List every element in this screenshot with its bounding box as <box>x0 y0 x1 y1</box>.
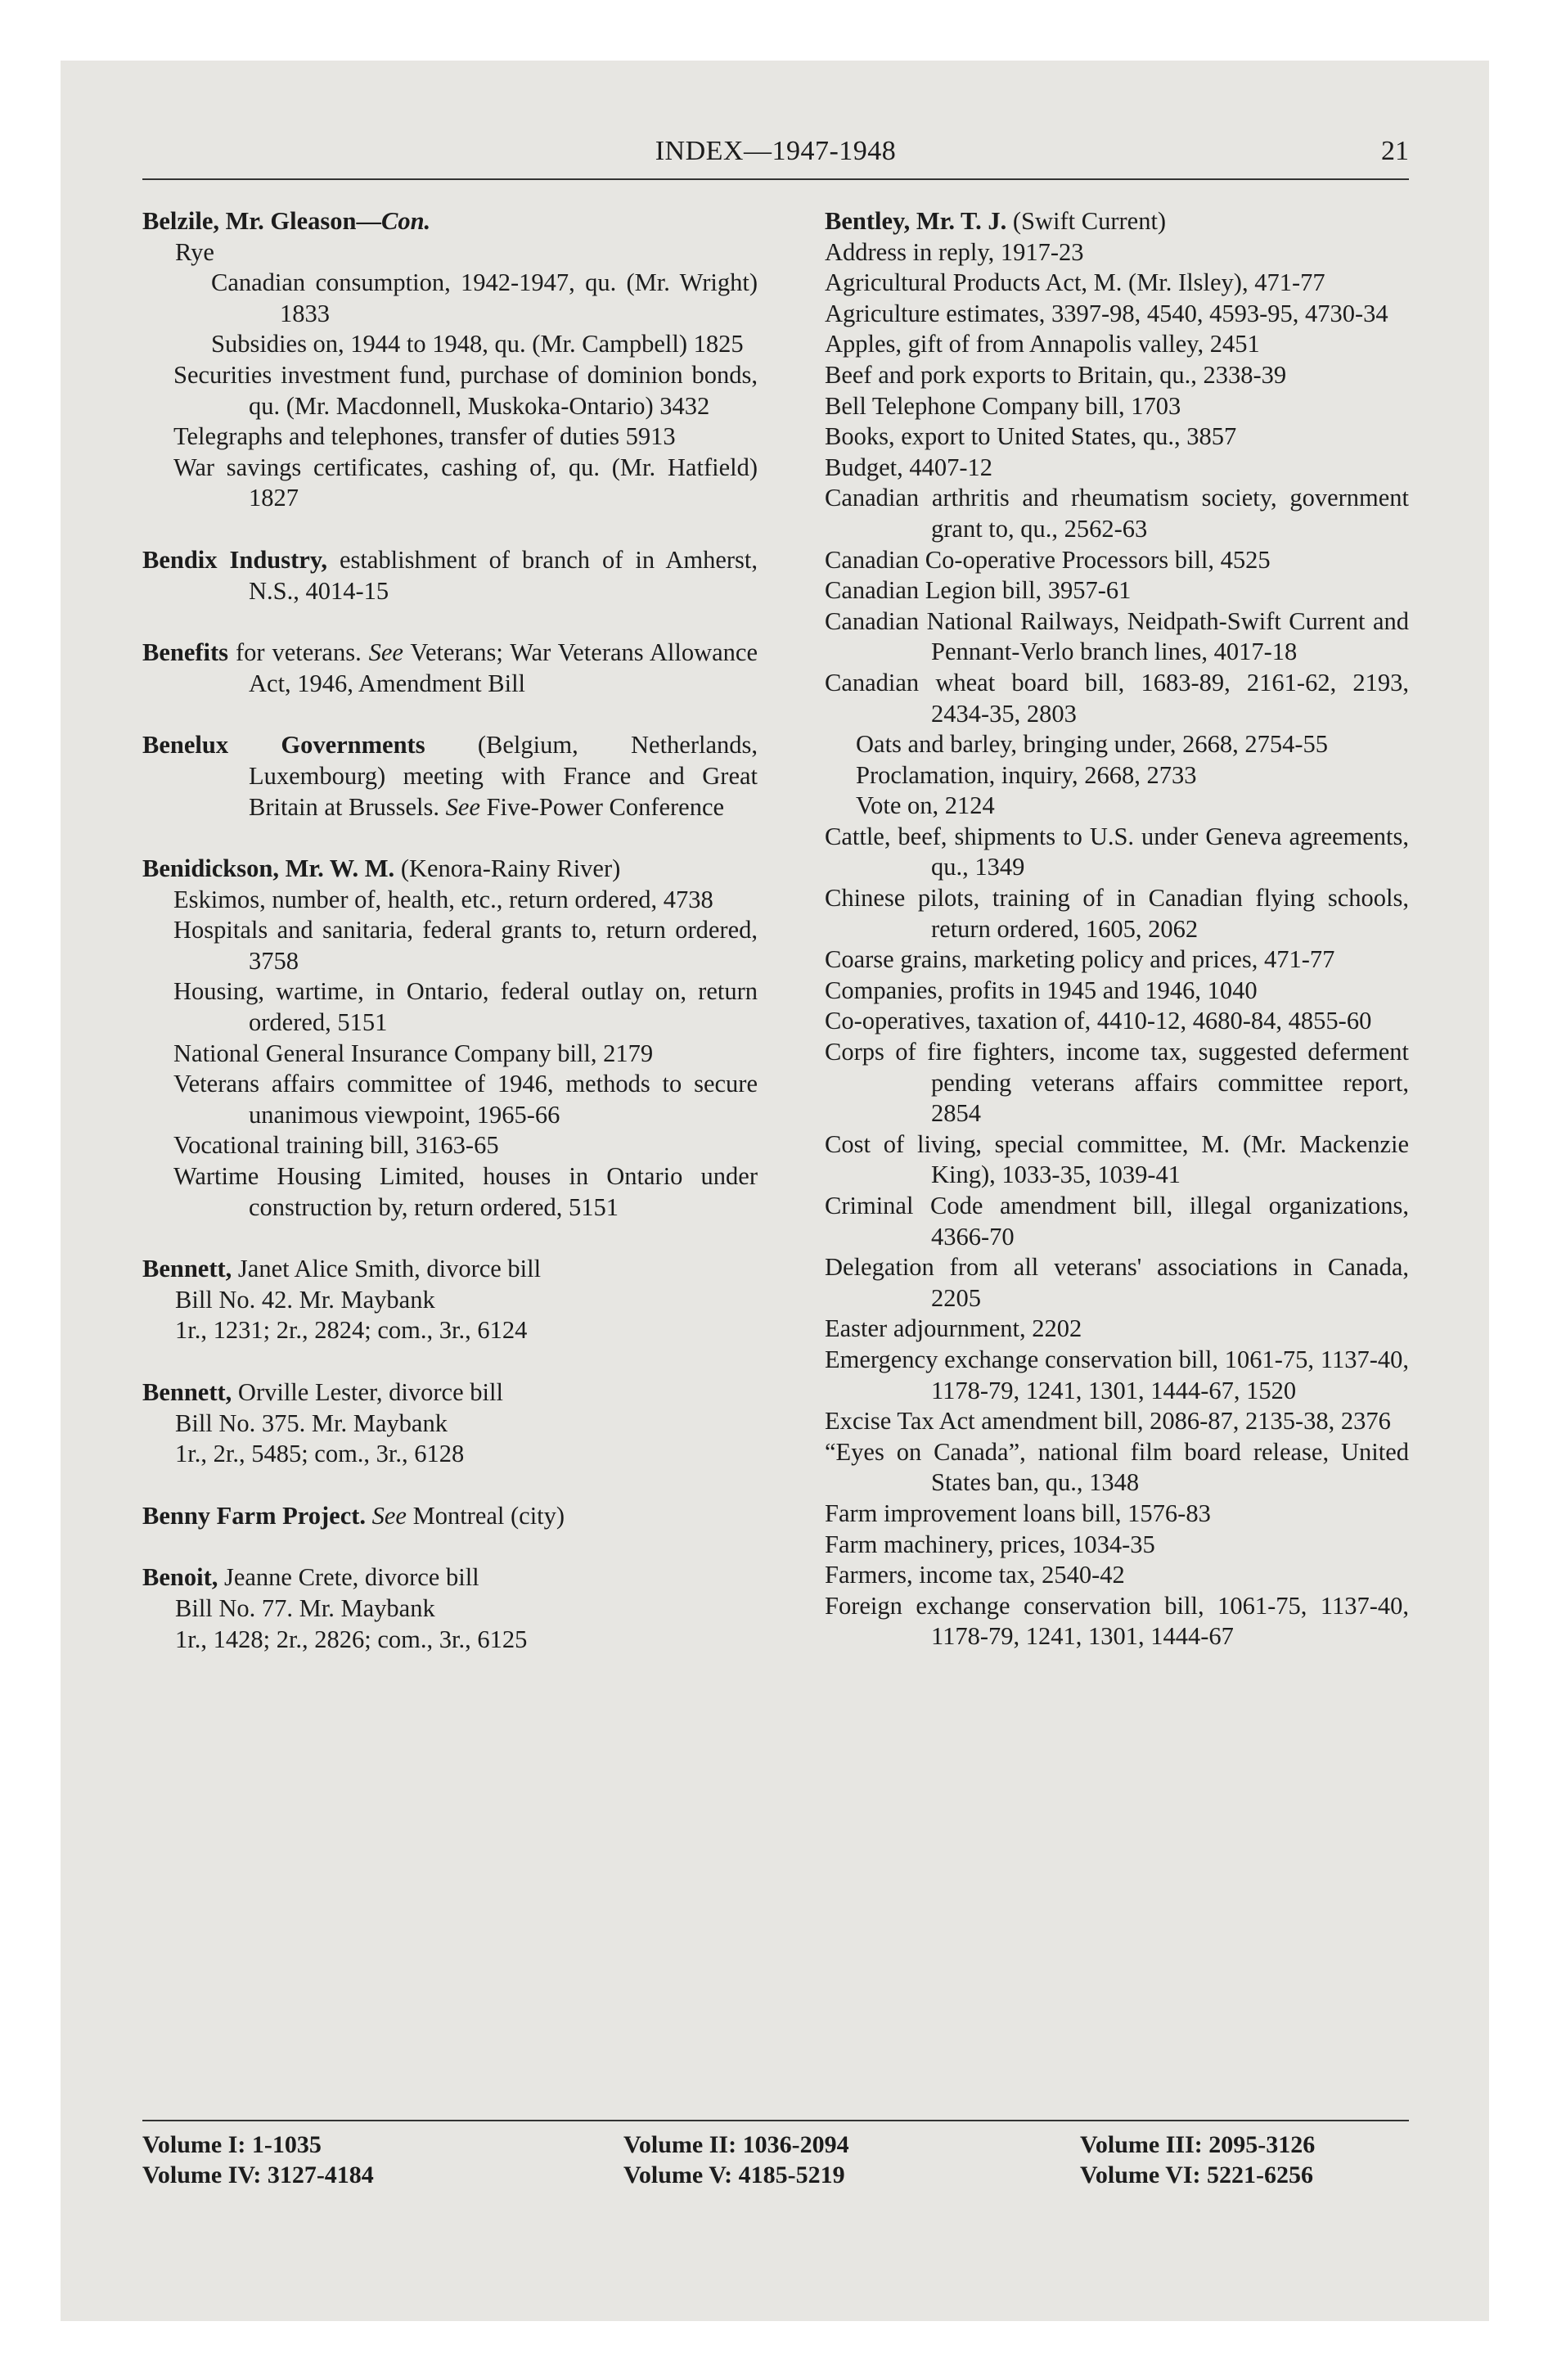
index-entry <box>142 206 758 514</box>
volume-ranges-col3 <box>1080 2130 1315 2190</box>
page-number: 21 <box>1381 136 1409 166</box>
entry-text: (Kenora-Rainy River) <box>394 854 621 883</box>
sub-entry: Veterans affairs committee of 1946, methods to secure unanimous viewpoint, 1965-66 <box>173 1070 758 1129</box>
sub-entry: Beef and pork exports to Britain, qu., 2338-39 <box>825 360 1287 389</box>
bill-number: Bill No. 42. Mr. Maybank <box>175 1285 435 1314</box>
entry-heading: Benoit, <box>142 1563 218 1592</box>
sub-entry: Wartime Housing Limited, houses in Ontario under construction by, return ordered, 5151 <box>173 1162 758 1221</box>
header-rule <box>142 178 1409 180</box>
index-entry <box>142 545 758 606</box>
index-entry <box>142 1377 758 1470</box>
bill-readings: 1r., 2r., 5485; com., 3r., 6128 <box>175 1440 465 1468</box>
sub-entry: Housing, wartime, in Ontario, federal outlay on, return ordered, 5151 <box>173 977 758 1037</box>
volume-range: Volume I: 1-1035 <box>142 2131 322 2158</box>
sub-entry: “Eyes on Canada”, national film board release, United States ban, qu., 1348 <box>825 1437 1409 1497</box>
sub-entry: Hospitals and sanitaria, federal grants to, return ordered, 3758 <box>173 916 758 975</box>
entry-heading: Bennett, <box>142 1255 232 1283</box>
bill-number: Bill No. 77. Mr. Maybank <box>175 1593 435 1622</box>
volume-range: Volume V: 4185-5219 <box>623 2161 845 2188</box>
page-title: INDEX—1947-1948 <box>655 136 897 166</box>
sub-entry: Canadian consumption, 1942-1947, qu. (Mr. Wright) 1833 <box>211 268 758 327</box>
see-reference: See <box>445 792 480 821</box>
entry-heading-italic: Con. <box>380 207 431 235</box>
sub-entry: Agricultural Products Act, M. (Mr. Ilsley), 471-77 <box>825 268 1325 297</box>
entry-text: for veterans. <box>228 638 369 667</box>
sub-entry: Canadian Co-operative Processors bill, 4525 <box>825 545 1271 574</box>
sub-entry: Apples, gift of from Annapolis valley, 2451 <box>825 330 1260 358</box>
entry-text: Jeanne Crete, divorce bill <box>218 1563 479 1592</box>
entry-text: Five-Power Conference <box>479 792 725 821</box>
sub-entry: Budget, 4407-12 <box>825 453 993 481</box>
sub-entry: Corps of fire fighters, income tax, suggested deferment pending veterans affairs committee report, 2854 <box>825 1038 1409 1128</box>
sub-entry: Easter adjournment, 2202 <box>825 1314 1082 1343</box>
volume-range: Volume VI: 5221-6256 <box>1080 2161 1314 2188</box>
sub-entry: War savings certificates, cashing of, qu. (Mr. Hatfield) 1827 <box>173 453 758 512</box>
entry-text: Janet Alice Smith, divorce bill <box>232 1255 542 1283</box>
volume-ranges-col1 <box>142 2130 374 2190</box>
sub-entry: Address in reply, 1917-23 <box>825 237 1084 266</box>
bill-number: Bill No. 375. Mr. Maybank <box>175 1409 448 1437</box>
index-column-right <box>825 206 1409 1652</box>
volume-range: Volume II: 1036-2094 <box>623 2131 849 2158</box>
sub-entry: Eskimos, number of, health, etc., return ordered, 4738 <box>173 885 713 913</box>
page-header <box>142 136 1409 182</box>
entry-heading: Benelux Governments <box>142 731 425 760</box>
sub-entry: Cost of living, special committee, M. (Mr. Mackenzie King), 1033-35, 1039-41 <box>825 1129 1409 1189</box>
entry-heading: Belzile, Mr. Gleason— <box>142 207 381 235</box>
sub-entry: Books, export to United States, qu., 3857 <box>825 422 1237 451</box>
sub-entry: Delegation from all veterans' associations in Canada, 2205 <box>825 1253 1409 1312</box>
see-reference: See <box>371 1501 407 1530</box>
entry-text: Orville Lester, divorce bill <box>232 1378 503 1406</box>
sub-entry: Criminal Code amendment bill, illegal organizations, 4366-70 <box>825 1192 1409 1251</box>
subheading: Rye <box>175 237 214 266</box>
index-entry <box>142 638 758 699</box>
bill-readings: 1r., 1428; 2r., 2826; com., 3r., 6125 <box>175 1625 528 1653</box>
sub-entry: Canadian wheat board bill, 1683-89, 2161-62, 2193, 2434-35, 2803 <box>825 668 1409 728</box>
entry-heading: Bendix Industry, <box>142 545 328 574</box>
footer-rule <box>142 2120 1409 2121</box>
sub-entry: Excise Tax Act amendment bill, 2086-87, 2135-38, 2376 <box>825 1407 1391 1436</box>
sub-entry: Bell Telephone Company bill, 1703 <box>825 391 1181 420</box>
index-entry <box>142 1562 758 1655</box>
sub-entry: Farm improvement loans bill, 1576-83 <box>825 1499 1211 1527</box>
sub-sub-entry: Vote on, 2124 <box>856 791 995 820</box>
sub-entry: Subsidies on, 1944 to 1948, qu. (Mr. Campbell) 1825 <box>211 330 744 358</box>
sub-entry: Co-operatives, taxation of, 4410-12, 4680-84, 4855-60 <box>825 1007 1372 1035</box>
sub-entry: Foreign exchange conservation bill, 1061-75, 1137-40, 1178-79, 1241, 1301, 1444-67 <box>825 1591 1409 1651</box>
index-entry <box>142 1254 758 1346</box>
entry-text: (Belgium, Netherlands, Luxembourg) meeting with France and Great Britain at Brussels. <box>249 731 758 821</box>
sub-entry: Telegraphs and telephones, transfer of duties 5913 <box>173 422 676 451</box>
sub-entry: Canadian arthritis and rheumatism society, government grant to, qu., 2562-63 <box>825 484 1409 543</box>
entry-text: (Swift Current) <box>1006 207 1167 235</box>
sub-entry: Farm machinery, prices, 1034-35 <box>825 1530 1155 1558</box>
entry-heading: Bentley, Mr. T. J. <box>825 207 1007 235</box>
entry-heading: Benidickson, Mr. W. M. <box>142 854 395 883</box>
entry-heading: Benefits <box>142 638 229 667</box>
sub-entry: Vocational training bill, 3163-65 <box>173 1131 499 1160</box>
sub-entry: Coarse grains, marketing policy and prices, 471-77 <box>825 945 1335 974</box>
index-entry <box>142 854 758 1223</box>
entry-text: Montreal (city) <box>406 1501 565 1530</box>
sub-entry: Farmers, income tax, 2540-42 <box>825 1561 1125 1589</box>
index-entry <box>142 1501 758 1532</box>
sub-sub-entry: Oats and barley, bringing under, 2668, 2754-55 <box>856 730 1329 759</box>
volume-range: Volume III: 2095-3126 <box>1080 2131 1316 2158</box>
index-entry <box>142 730 758 823</box>
sub-entry: Cattle, beef, shipments to U.S. under Geneva agreements, qu., 1349 <box>825 822 1409 881</box>
sub-entry: Agriculture estimates, 3397-98, 4540, 4593-95, 4730-34 <box>825 299 1388 327</box>
index-column-left <box>142 206 758 1655</box>
sub-sub-entry: Proclamation, inquiry, 2668, 2733 <box>856 760 1197 789</box>
sub-entry: Companies, profits in 1945 and 1946, 1040 <box>825 976 1258 1004</box>
bill-readings: 1r., 1231; 2r., 2824; com., 3r., 6124 <box>175 1316 528 1345</box>
entry-heading: Benny Farm Project. <box>142 1501 367 1530</box>
sub-entry: Canadian Legion bill, 3957-61 <box>825 576 1132 605</box>
sub-entry: Securities investment fund, purchase of dominion bonds, qu. (Mr. Macdonnell, Muskoka-Ontario) 3432 <box>173 360 758 420</box>
volume-range: Volume IV: 3127-4184 <box>142 2161 374 2188</box>
sub-entry: National General Insurance Company bill, 2179 <box>173 1039 654 1067</box>
sub-entry: Canadian National Railways, Neidpath-Swift Current and Pennant-Verlo branch lines, 4017-18 <box>825 606 1409 666</box>
sub-entry: Emergency exchange conservation bill, 1061-75, 1137-40, 1178-79, 1241, 1301, 1444-67, 1520 <box>825 1345 1409 1404</box>
entry-text <box>366 1502 372 1530</box>
volume-ranges-col2 <box>623 2130 849 2190</box>
entry-heading: Bennett, <box>142 1378 232 1406</box>
entry-text: establishment of branch of in Amherst, N.S., 4014-15 <box>249 545 758 605</box>
index-entry <box>825 206 1409 237</box>
see-reference: See <box>368 638 403 667</box>
sub-entry: Chinese pilots, training of in Canadian flying schools, return ordered, 1605, 2062 <box>825 884 1409 943</box>
entry-text: Veterans; War Veterans Allowance Act, 1946, Amendment Bill <box>249 638 758 697</box>
